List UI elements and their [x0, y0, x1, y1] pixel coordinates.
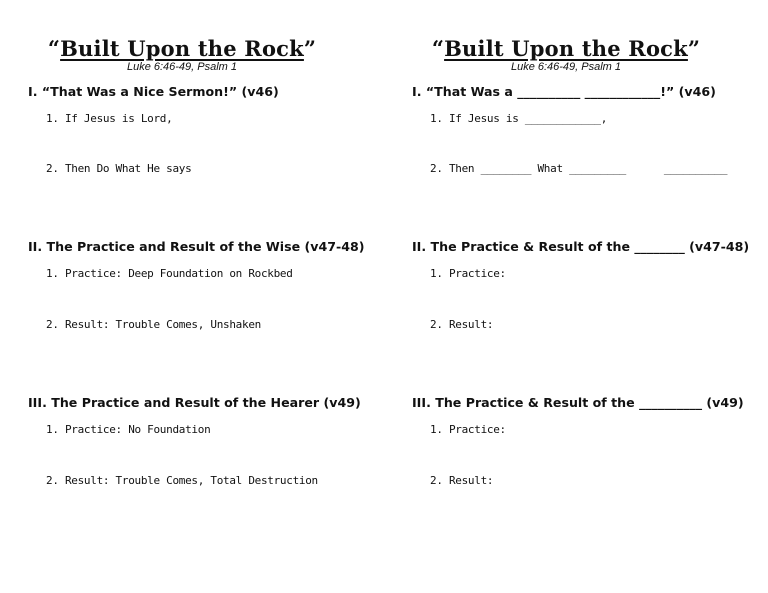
section-1-point-2: 2. Then Do What He says	[46, 162, 192, 175]
section-heading-1: I. “That Was a Nice Sermon!” (v46)	[28, 84, 279, 99]
section-title: The Practice & Result of the ________ (v47-48)	[430, 239, 750, 254]
section-title: The Practice and Result of the Wise (v47-48)	[46, 239, 365, 254]
scripture-reference: Luke 6:46-49, Psalm 1	[510, 61, 622, 73]
section-1-point-1: 1. If Jesus is Lord,	[46, 112, 173, 125]
section-title: The Practice & Result of the __________ (v49)	[435, 395, 744, 410]
section-numeral: II	[28, 239, 38, 254]
scripture-reference: Luke 6:46-49, Psalm 1	[126, 61, 238, 73]
section-numeral: III	[28, 395, 43, 410]
section-heading-2: II. The Practice and Result of the Wise (v47-48)	[28, 239, 365, 254]
section-heading-3: III. The Practice & Result of the __________ (v49)	[412, 395, 744, 410]
notes-column-filled	[22, 0, 382, 593]
notes-column-blank	[406, 0, 766, 593]
section-2-point-2: 2. Result: Trouble Comes, Unshaken	[46, 318, 261, 331]
section-3-point-2: 2. Result:	[430, 474, 494, 487]
section-title: “That Was a Nice Sermon!” (v46)	[41, 84, 279, 99]
section-numeral: III	[412, 395, 427, 410]
page-title: “Built Upon the Rock”	[431, 36, 701, 61]
section-2-point-1: 1. Practice:	[430, 267, 506, 280]
section-numeral: I	[28, 84, 33, 99]
section-numeral: I	[412, 84, 417, 99]
section-title: “That Was a __________ ____________!” (v46)	[425, 84, 716, 99]
section-3-point-1: 1. Practice: No Foundation	[46, 423, 211, 436]
section-title: The Practice and Result of the Hearer (v49)	[51, 395, 361, 410]
section-heading-3: III. The Practice and Result of the Hearer (v49)	[28, 395, 361, 410]
section-heading-2: II. The Practice & Result of the ________ (v47-48)	[412, 239, 750, 254]
page-title: “Built Upon the Rock”	[47, 36, 317, 61]
section-1-point-2: 2. Then ________ What _________ __________	[430, 162, 728, 175]
section-heading-1: I. “That Was a __________ ____________!” (v46)	[412, 84, 716, 99]
section-2-point-1: 1. Practice: Deep Foundation on Rockbed	[46, 267, 293, 280]
section-1-point-1: 1. If Jesus is ____________,	[430, 112, 608, 125]
section-3-point-1: 1. Practice:	[430, 423, 506, 436]
section-2-point-2: 2. Result:	[430, 318, 494, 331]
section-3-point-2: 2. Result: Trouble Comes, Total Destruction	[46, 474, 318, 487]
section-numeral: II	[412, 239, 422, 254]
title-text: Built Upon the Rock	[444, 36, 688, 61]
title-text: Built Upon the Rock	[60, 36, 304, 61]
